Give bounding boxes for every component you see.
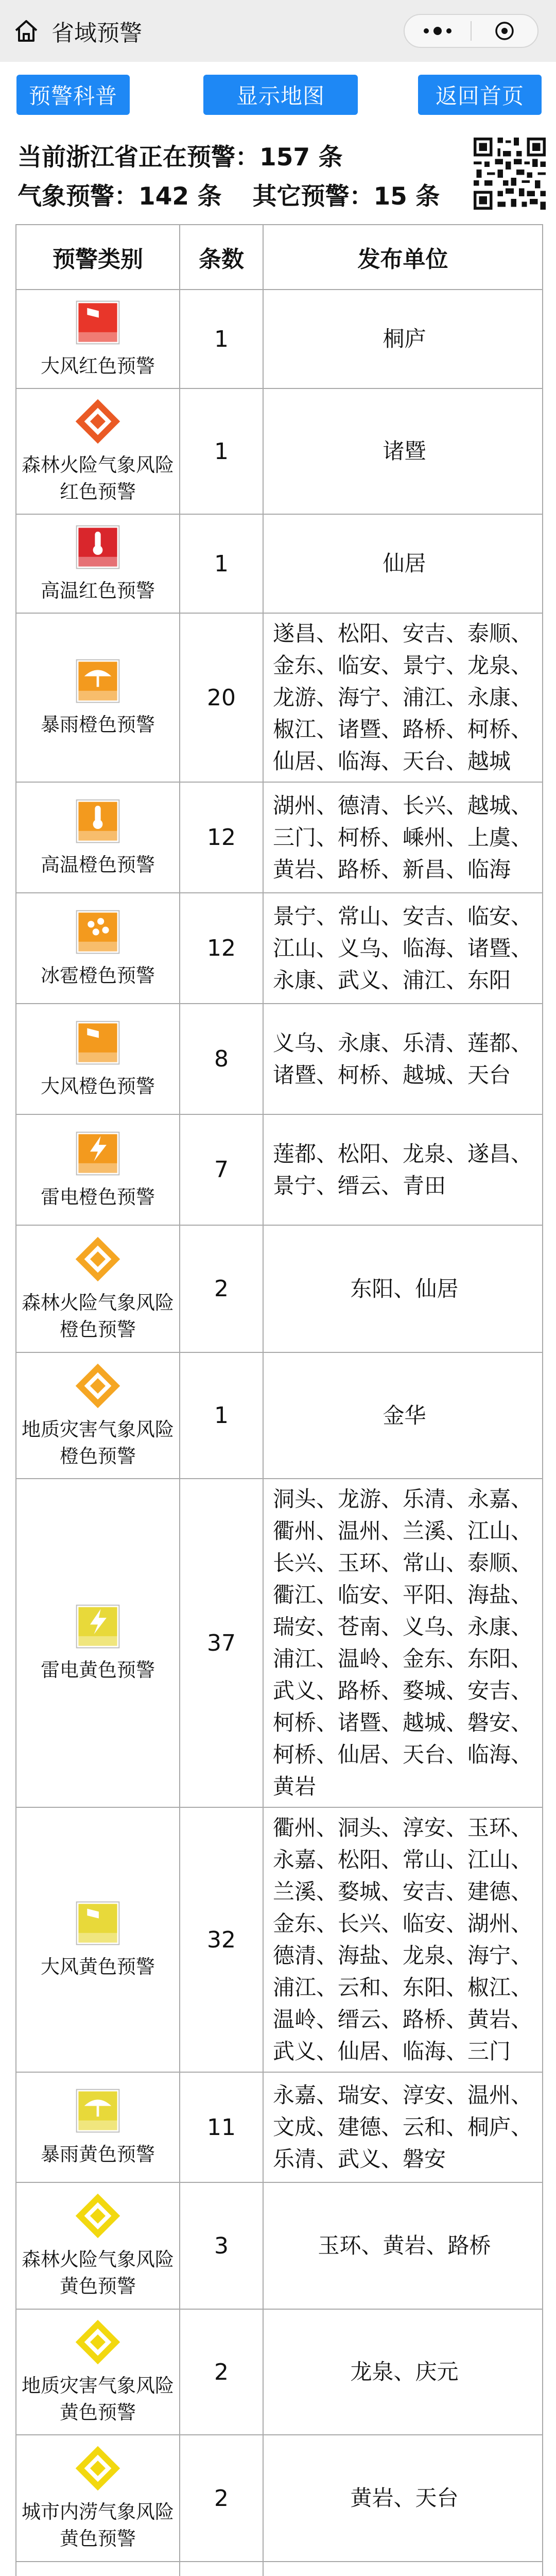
- show-map-button[interactable]: 显示地图: [203, 75, 358, 115]
- lightning-orange-icon: [74, 1129, 122, 1178]
- more-icon[interactable]: [405, 15, 471, 47]
- warning-type-cell: [16, 1352, 180, 1479]
- issuing-units-cell: 衢州、洞头、淳安、玉环、永嘉、松阳、常山、江山、兰溪、婺城、安吉、建德、金东、长兴、临安、湖州、德清、海盐、龙泉、海宁、浦江、云和、东阳、椒江、温岭、缙云、路桥、黄岩、武义、仙居、临海、三门: [263, 1807, 543, 2072]
- issuing-units-cell: 义乌、永康、乐清、莲都、诸暨、柯桥、越城、天台: [263, 1004, 543, 1114]
- warning-count-cell: 37: [180, 1479, 263, 1807]
- issuing-units-cell: 永嘉、瑞安、淳安、温州、文成、建德、云和、桐庐、乐清、武义、磐安: [263, 2072, 543, 2182]
- top-bar: [0, 0, 556, 62]
- geo-hazard-yellow-icon: [74, 2318, 122, 2366]
- warning-type-cell: [16, 388, 180, 514]
- table-row[interactable]: [16, 1114, 543, 1225]
- warning-type-cell: [16, 1114, 180, 1225]
- warning-type-label: 大风黄色预警: [41, 1956, 155, 1978]
- qr-code-icon[interactable]: [471, 135, 548, 212]
- warning-type-cell: [16, 1225, 180, 1352]
- rainstorm-orange-icon: [74, 657, 122, 705]
- table-row[interactable]: [16, 893, 543, 1004]
- table-row[interactable]: [16, 2072, 543, 2182]
- warning-type-cell: [16, 514, 180, 613]
- forest-fire-orange-icon: [74, 1235, 122, 1283]
- warning-count-cell: 2: [180, 1225, 263, 1352]
- table-row[interactable]: [16, 1352, 543, 1479]
- table-row[interactable]: [16, 2309, 543, 2435]
- table-row[interactable]: [16, 613, 543, 782]
- warning-type-cell: [16, 2562, 180, 2576]
- warning-type-cell: [16, 1807, 180, 2072]
- back-home-button[interactable]: 返回首页: [418, 75, 542, 115]
- issuing-units-cell: 遂昌、松阳、安吉、泰顺、金东、临安、景宁、龙泉、龙游、海宁、浦江、永康、椒江、诸暨、路桥、柯桥、仙居、临海、天台、越城: [263, 613, 543, 782]
- table-row[interactable]: [16, 290, 543, 388]
- table-row[interactable]: [16, 2435, 543, 2562]
- warning-type-label: 暴雨橙色预警: [41, 714, 155, 736]
- column-header-units: 发布单位: [263, 225, 543, 290]
- warning-type-label: 暴雨黄色预警: [41, 2143, 155, 2165]
- warning-type-label: 森林火险气象风险黄色预警: [22, 2248, 174, 2297]
- table-row[interactable]: [16, 1225, 543, 1352]
- warning-type-label: 高温红色预警: [41, 580, 155, 602]
- warning-type-cell: [16, 2072, 180, 2182]
- warning-count-cell: 8: [180, 1004, 263, 1114]
- warning-type-cell: [16, 2309, 180, 2435]
- warning-type-label: 冰雹橙色预警: [41, 964, 155, 987]
- warning-type-label: 城市内涝气象风险黄色预警: [22, 2501, 174, 2550]
- warning-type-label: 森林火险气象风险橙色预警: [22, 1291, 174, 1341]
- warning-type-label: 雷电橙色预警: [41, 1185, 155, 1208]
- warning-count-cell: 2: [180, 2435, 263, 2562]
- issuing-units-cell: 诸暨: [263, 388, 543, 514]
- warning-type-cell: [16, 782, 180, 893]
- column-header-count: 条数: [180, 225, 263, 290]
- warning-type-label: 雷电黄色预警: [41, 1659, 155, 1681]
- rainstorm-yellow-icon: [74, 2087, 122, 2135]
- table-row[interactable]: [16, 2182, 543, 2309]
- hail-orange-icon: [74, 908, 122, 956]
- warning-count-cell: 32: [180, 1807, 263, 2072]
- other-warning-count: 其它预警：15 条: [252, 182, 440, 211]
- issuing-units-cell: [263, 2562, 543, 2576]
- issuing-units-cell: 东阳、仙居: [263, 1225, 543, 1352]
- geo-hazard-orange-icon: [74, 1362, 122, 1410]
- warning-count-cell: 1: [180, 1352, 263, 1479]
- warning-type-label: 地质灾害气象风险橙色预警: [22, 1418, 174, 1467]
- warning-type-cell: [16, 290, 180, 388]
- forest-fire-yellow-icon: [74, 2192, 122, 2240]
- warning-count-cell: 2: [180, 2309, 263, 2435]
- warning-count-cell: 3: [180, 2182, 263, 2309]
- issuing-units-cell: 玉环、黄岩、路桥: [263, 2182, 543, 2309]
- table-row[interactable]: [16, 1807, 543, 2072]
- heat-red-icon: [74, 523, 122, 571]
- wind-red-icon: [74, 298, 122, 347]
- forest-fire-red-icon: [74, 397, 122, 446]
- issuing-units-cell: 洞头、龙游、乐清、永嘉、衢州、温州、兰溪、江山、长兴、玉环、常山、泰顺、衢江、临安、平阳、海盐、瑞安、苍南、义乌、永康、浦江、温岭、金东、东阳、武义、路桥、婺城、安吉、柯桥、诸暨、越城、磐安、柯桥、仙居、天台、临海、黄岩: [263, 1479, 543, 1807]
- issuing-units-cell: 龙泉、庆元: [263, 2309, 543, 2435]
- warning-type-label: 大风橙色预警: [41, 1075, 155, 1097]
- weather-warning-count: 气象预警：142 条: [18, 182, 222, 211]
- warning-count-cell: 7: [180, 1114, 263, 1225]
- warning-type-label: 地质灾害气象风险黄色预警: [22, 2375, 174, 2424]
- wind-yellow-icon: [74, 1899, 122, 1947]
- urban-flood-yellow-icon: [74, 2444, 122, 2493]
- home-icon[interactable]: [3, 0, 49, 62]
- column-header-type: 预警类别: [16, 225, 180, 290]
- table-row[interactable]: [16, 1004, 543, 1114]
- issuing-units-cell: 桐庐: [263, 290, 543, 388]
- lightning-yellow-icon: [74, 1602, 122, 1651]
- table-header-row: [16, 225, 543, 290]
- issuing-units-cell: 黄岩、天台: [263, 2435, 543, 2562]
- warning-type-label: 大风红色预警: [41, 355, 155, 377]
- table-row[interactable]: [16, 782, 543, 893]
- warning-summary: [18, 138, 440, 216]
- warning-count-cell: 12: [180, 782, 263, 893]
- heat-orange-icon: [74, 797, 122, 845]
- warning-table: [15, 224, 543, 2576]
- issuing-units-cell: 仙居: [263, 514, 543, 613]
- issuing-units-cell: 金华: [263, 1352, 543, 1479]
- warning-count-cell: 1: [180, 514, 263, 613]
- warning-count-cell: 1: [180, 290, 263, 388]
- page-title: 省域预警: [51, 20, 142, 46]
- mini-program-capsule: [404, 14, 538, 48]
- warning-count-cell: 1: [180, 388, 263, 514]
- table-row[interactable]: [16, 2562, 543, 2576]
- warning-type-cell: [16, 1004, 180, 1114]
- issuing-units-cell: 莲都、松阳、龙泉、遂昌、景宁、缙云、青田: [263, 1114, 543, 1225]
- warning-count-cell: 20: [180, 613, 263, 782]
- table-row[interactable]: [16, 514, 543, 613]
- warning-type-cell: [16, 2435, 180, 2562]
- warning-count-cell: [180, 2562, 263, 2576]
- warning-type-cell: [16, 613, 180, 782]
- warning-type-label: 高温橙色预警: [41, 853, 155, 876]
- warning-type-cell: [16, 1479, 180, 1807]
- warning-type-cell: [16, 893, 180, 1004]
- table-row[interactable]: [16, 1479, 543, 1807]
- warning-type-cell: [16, 2182, 180, 2309]
- table-row[interactable]: [16, 388, 543, 514]
- wind-orange-icon: [74, 1019, 122, 1067]
- warning-type-label: 森林火险气象风险红色预警: [22, 454, 174, 503]
- warning-science-button[interactable]: 预警科普: [16, 75, 130, 115]
- issuing-units-cell: 湖州、德清、长兴、越城、三门、柯桥、嵊州、上虞、黄岩、路桥、新昌、临海: [263, 782, 543, 893]
- total-warning-count: 当前浙江省正在预警：157 条: [18, 143, 343, 172]
- close-icon[interactable]: [472, 15, 537, 47]
- issuing-units-cell: 景宁、常山、安吉、临安、江山、义乌、临海、诸暨、永康、武义、浦江、东阳: [263, 893, 543, 1004]
- warning-count-cell: 12: [180, 893, 263, 1004]
- warning-count-cell: 11: [180, 2072, 263, 2182]
